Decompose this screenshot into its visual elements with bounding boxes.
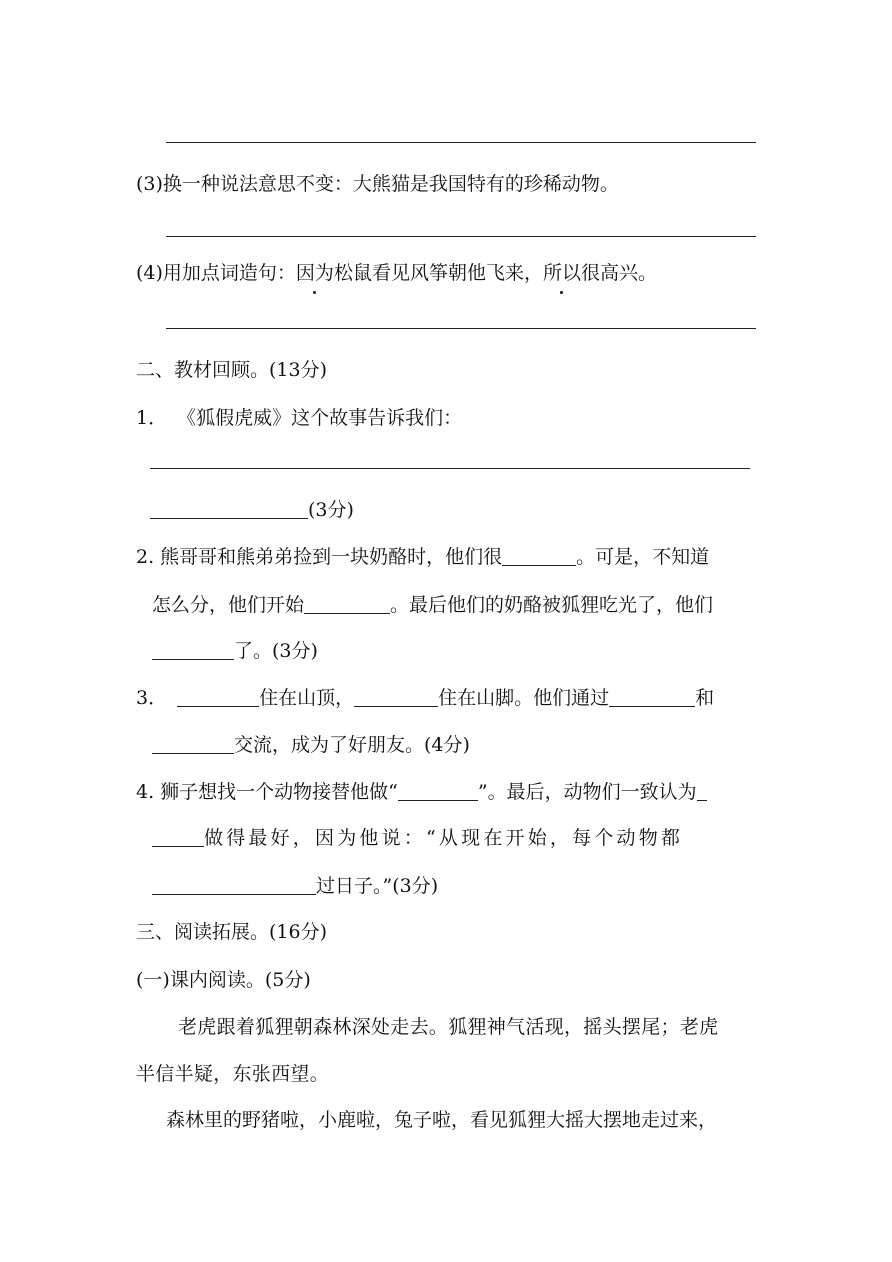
question-3: [136, 172, 619, 196]
answer-blank[interactable]: [697, 782, 707, 801]
section-3-title: 三、阅读拓展。(16分): [136, 921, 328, 943]
item-1-line-2: [150, 498, 354, 522]
dotted-word-suoyi: 所以: [542, 262, 581, 284]
answer-line[interactable]: [166, 328, 756, 329]
answer-blank[interactable]: [152, 876, 316, 895]
answer-blank[interactable]: [304, 595, 390, 614]
question-4-middle: 松鼠看见风筝朝他飞来，: [333, 262, 543, 284]
answer-line[interactable]: [166, 236, 756, 237]
item-2-line-1: 2. 熊哥哥和熊弟弟捡到一块奶酪时，他们很 。可是，不知道: [136, 546, 710, 568]
answer-blank[interactable]: [398, 782, 478, 801]
item-4-line-2: 做得最好，因为他说：“从现在开始，每个动物都: [152, 826, 683, 850]
item-4-number: 4.: [136, 781, 155, 803]
question-3-prefix: (3)换一种说法意思不变：: [136, 173, 353, 195]
item-3-line-2: 交流，成为了好朋友。(4分): [152, 733, 470, 757]
item-1: [136, 406, 462, 430]
answer-blank[interactable]: [502, 547, 576, 566]
item-3-number: 3．: [136, 687, 168, 709]
item-2-line-3: 了。(3分): [152, 639, 318, 663]
item-2-number: 2.: [136, 546, 155, 568]
reading-paragraph-2-line-1: 森林里的野猪啦，小鹿啦，兔子啦，看见狐狸大摇大摆地走过来，: [166, 1109, 718, 1131]
reading-paragraph-1-line-1: 老虎跟着狐狸朝森林深处走去。狐狸神气活现，摇头摆尾；老虎: [178, 1016, 719, 1038]
answer-blank[interactable]: [152, 735, 234, 754]
answer-blank[interactable]: [152, 828, 204, 847]
item-4-line-1: 4. 狮子想找一个动物接替他做“ ”。最后，动物们一致认为: [136, 780, 707, 804]
section-3-subtitle: (一)课内阅读。(5分): [136, 969, 311, 991]
question-3-sentence: 大熊猫是我国特有的珍稀动物。: [352, 173, 619, 195]
item-1-score: (3分): [308, 499, 354, 521]
item-1-number: 1．: [136, 407, 168, 429]
item-2-line-2: 怎么分，他们开始 。最后他们的奶酪被狐狸吃光了，他们: [152, 594, 714, 616]
section-2-title: 二、教材回顾。(13分): [136, 359, 328, 381]
answer-blank[interactable]: [150, 500, 308, 519]
item-3-line-1: 3． 住在山顶， 住在山脚。他们通过 和: [136, 687, 715, 709]
answer-blank[interactable]: [177, 688, 259, 707]
answer-line[interactable]: [166, 142, 756, 143]
dotted-word-yinwei: 因为: [295, 262, 334, 284]
answer-line[interactable]: [150, 468, 750, 469]
question-4-end: 很高兴。: [580, 262, 657, 284]
item-1-text: 《狐假虎威》这个故事告诉我们：: [177, 407, 463, 429]
question-4: [136, 261, 657, 285]
answer-blank[interactable]: [354, 688, 438, 707]
reading-paragraph-1-line-2: 半信半疑，东张西望。: [136, 1063, 330, 1085]
question-4-prefix: (4)用加点词造句：: [136, 262, 296, 284]
answer-blank[interactable]: [152, 641, 234, 660]
item-4-line-3: 过日子。”(3分): [152, 874, 438, 898]
answer-blank[interactable]: [609, 688, 695, 707]
